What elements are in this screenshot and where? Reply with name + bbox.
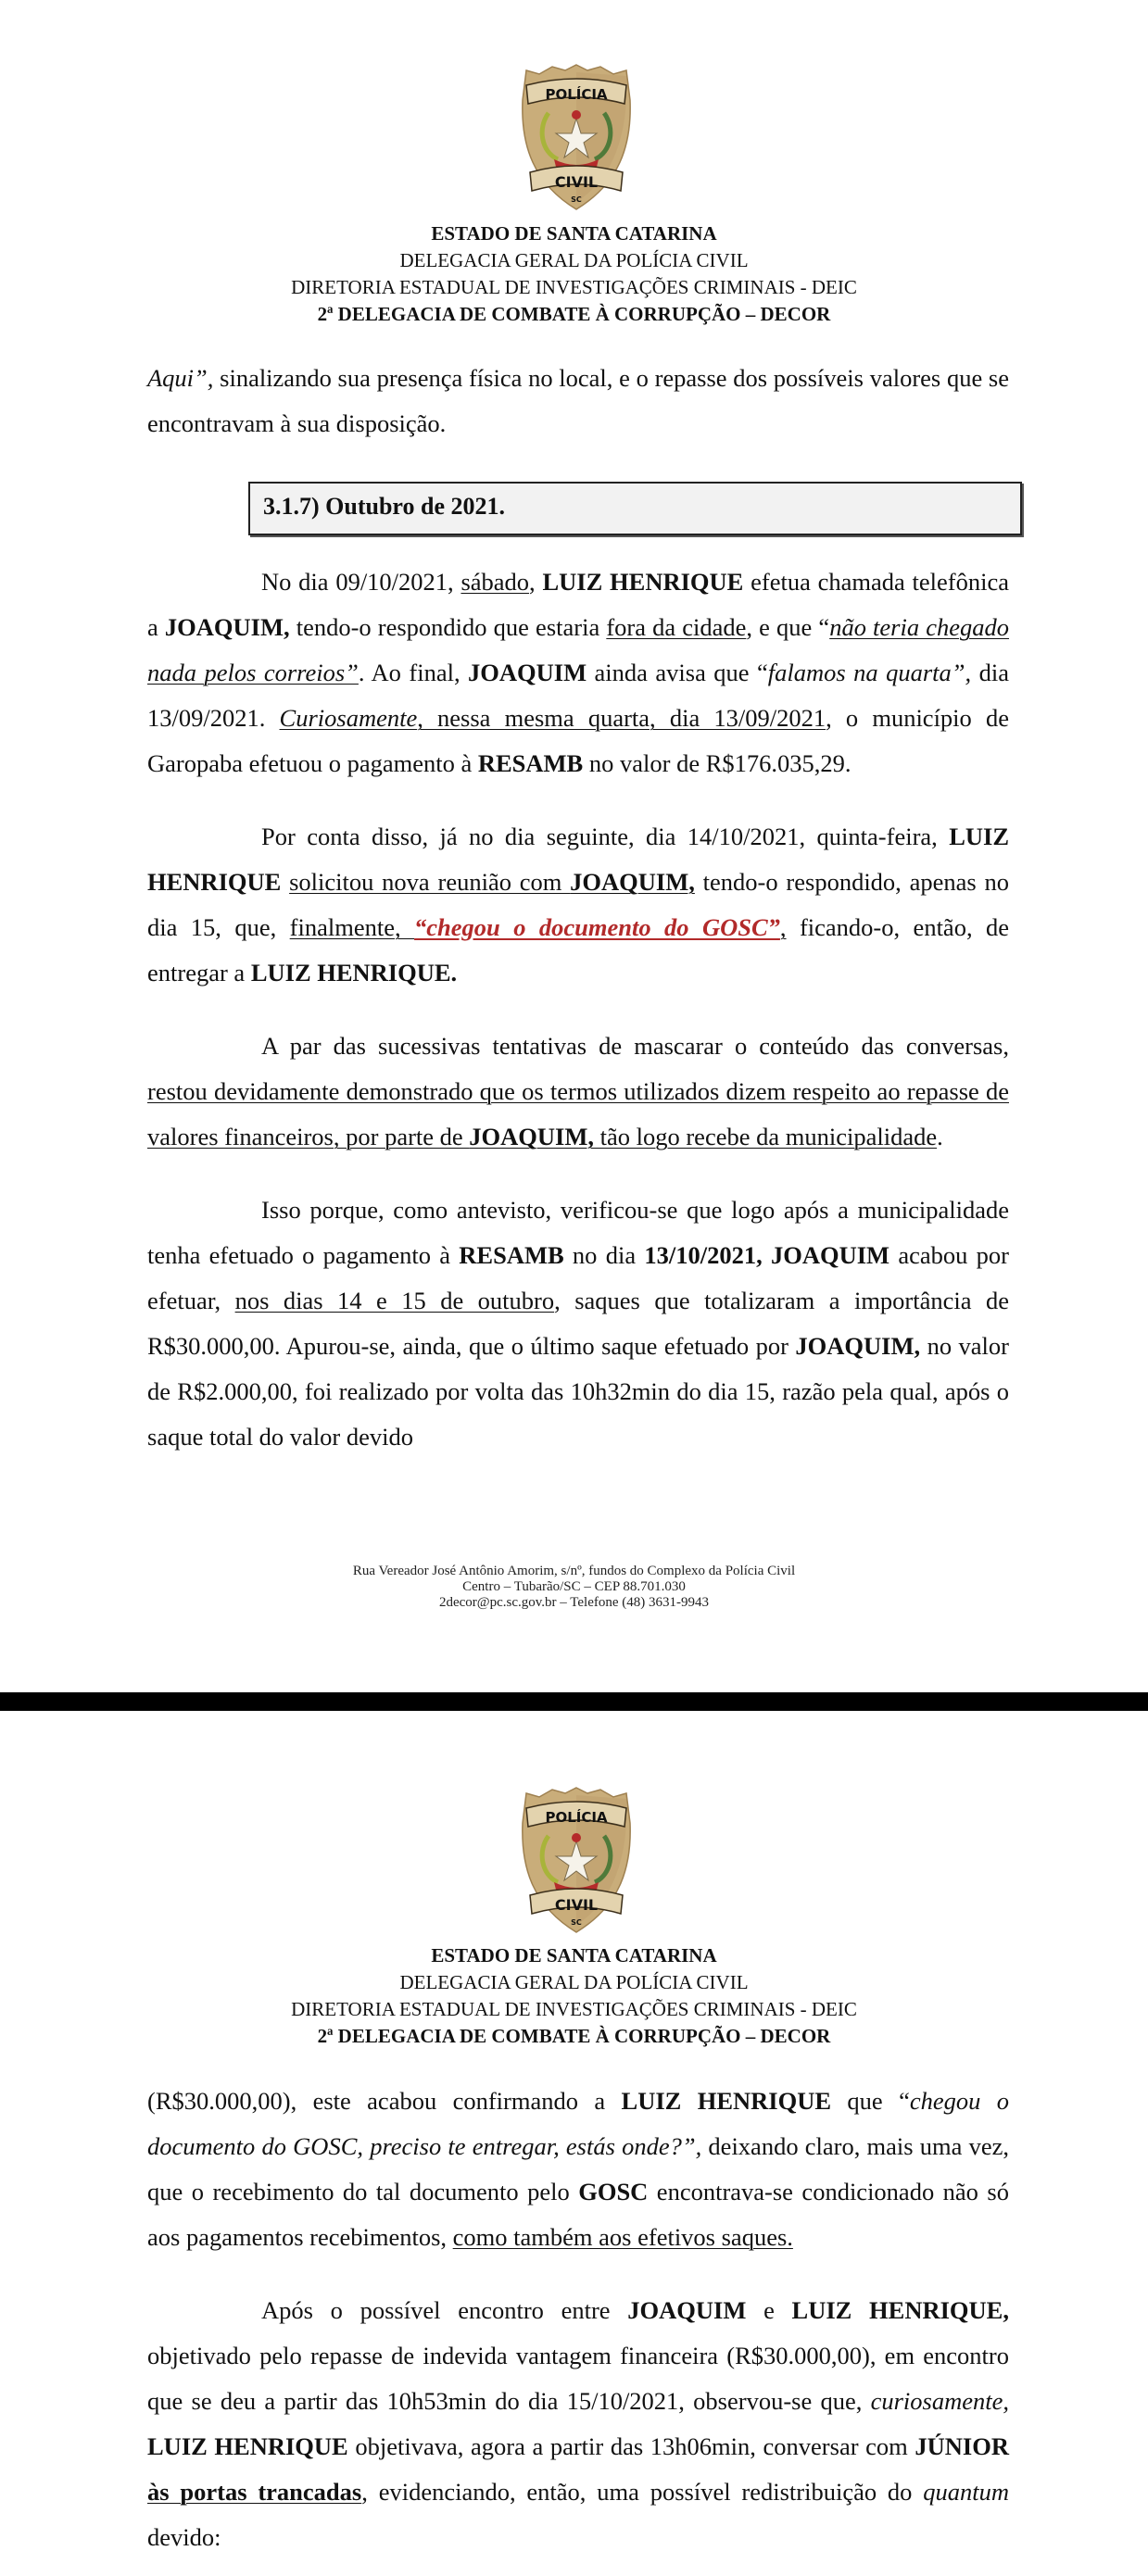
paragraph-1 <box>147 559 1009 786</box>
letterhead-directorate: DIRETORIA ESTADUAL DE INVESTIGAÇÕES CRIMINAIS - DEIC <box>291 276 857 298</box>
text-run: A par das sucessivas tentativas de mascarar o conteúdo das conversas, <box>261 1032 1009 1060</box>
footer-city: Centro – Tubarão/SC – CEP 88.701.030 <box>462 1579 686 1594</box>
text-run: tendo-o respondido, apenas no dia 15, que, <box>147 868 1009 941</box>
text-run: JOAQUIM, <box>469 1123 594 1150</box>
text-run: objetivado pelo repasse de indevida vantagem financeira (R$30.000,00), em encontro que se deu a partir das 10h53min do dia 15/10/2021, observou-se que, <box>147 2342 1009 2415</box>
letterhead-unit: 2ª DELEGACIA DE COMBATE À CORRUPÇÃO – DECOR <box>317 2025 831 2047</box>
text-run: LUIZ HENRIQUE. <box>250 959 458 986</box>
paragraph-3 <box>147 1024 1009 1160</box>
text-run: Por conta disso, já no dia seguinte, dia 14/10/2021, quinta-feira, <box>261 823 950 850</box>
svg-text:CIVIL: CIVIL <box>554 173 599 191</box>
svg-text:SC: SC <box>571 1918 582 1927</box>
section-heading: 3.1.7) Outubro de 2021. <box>263 493 505 520</box>
text-run: como também aos efetivos saques. <box>452 2223 793 2251</box>
text: sinalizando sua presença física no local, e o repasse dos possíveis valores que se encontravam à sua disposição. <box>147 364 1009 437</box>
paragraph-4 <box>147 1187 1009 1460</box>
text-run: RESAMB <box>477 749 584 777</box>
text-run: JOAQUIM, <box>795 1332 921 1360</box>
letterhead <box>0 1942 1148 2050</box>
text-run: . <box>937 1123 943 1150</box>
text-run: e <box>746 2296 792 2324</box>
text-run: 13/10/2021, JOAQUIM <box>644 1241 890 1269</box>
text-run <box>281 868 289 896</box>
text-run: , <box>529 568 543 596</box>
text-run: acabou por efetuar, <box>147 1241 1009 1314</box>
policia-civil-badge-icon <box>517 63 636 211</box>
text-run: , e que “ <box>746 613 830 641</box>
paragraph-5 <box>147 2288 1009 2560</box>
text-run: nos dias 14 e 15 de outubro <box>234 1287 555 1314</box>
intro-paragraph <box>147 356 1009 446</box>
text-run: que “ <box>831 2087 910 2115</box>
footer-contact: 2decor@pc.sc.gov.br – Telefone (48) 3631-9943 <box>438 1595 709 1610</box>
text-run: JÚNIOR <box>915 2432 1009 2460</box>
text-run: efetua chamada telefônica a <box>147 568 1010 641</box>
letterhead-directorate: DIRETORIA ESTADUAL DE INVESTIGAÇÕES CRIMINAIS - DEIC <box>291 1998 857 2020</box>
text-run: , evidenciando, então, uma possível redistribuição do <box>361 2478 924 2506</box>
text-run: Isso porque, como antevisto, verificou-se que logo após a municipalidade tenha efetuado o pagamento à <box>147 1196 1009 1269</box>
svg-text:SC: SC <box>571 195 582 204</box>
text-run: deixando claro, mais uma vez, que o recebimento do tal documento pelo <box>147 2132 1010 2205</box>
text-run: . Ao final, <box>358 659 469 686</box>
text-run: (R$30.000,00), este acabou confirmando a <box>147 2087 622 2115</box>
text-run: no dia <box>563 1241 645 1269</box>
letterhead <box>0 220 1148 328</box>
page-footer <box>0 1564 1148 1611</box>
svg-text:POLÍCIA: POLÍCIA <box>545 86 608 103</box>
text-run: JOAQUIM, <box>164 613 290 641</box>
text-run: encontrava-se condicionado não só aos pagamentos recebimentos, <box>147 2178 1009 2251</box>
text-run: no valor de R$176.035,29. <box>583 749 852 777</box>
page-separator <box>0 1692 1148 1711</box>
text-run: RESAMB <box>459 1241 564 1269</box>
text-run: não teria chegado nada pelos correios” <box>147 613 1010 686</box>
paragraph-continued <box>147 2079 1009 2260</box>
text-run: GOSC <box>578 2178 649 2205</box>
letterhead-agency: DELEGACIA GERAL DA POLÍCIA CIVIL <box>399 1971 749 1993</box>
text-run: no valor de R$2.000,00, foi realizado por volta das 10h32min do dia 15, razão pela qual, após o saque total do valor devido <box>147 1332 1009 1451</box>
svg-text:CIVIL: CIVIL <box>554 1896 599 1914</box>
text-run: curiosamente, <box>870 2387 1009 2415</box>
text-run: LUIZ HENRIQUE <box>147 2432 348 2460</box>
text-run: LUIZ HENRIQUE <box>542 568 744 596</box>
text-run: devido: <box>147 2523 221 2551</box>
paragraph-2 <box>147 814 1009 996</box>
svg-text:POLÍCIA: POLÍCIA <box>545 1809 608 1826</box>
page1-body <box>147 559 1009 1460</box>
text-run: objetivava, agora a partir das 13h06min, conversar com <box>347 2432 915 2460</box>
text-run: Curiosamente <box>279 704 418 732</box>
text-run: finalmente, <box>289 913 415 941</box>
policia-civil-badge-icon <box>517 1786 636 1934</box>
text-run: No dia 09/10/2021, <box>261 568 461 596</box>
text-run: LUIZ HENRIQUE <box>621 2087 832 2115</box>
text-run: JOAQUIM <box>627 2296 747 2324</box>
text-run: JOAQUIM <box>468 659 587 686</box>
page2-body <box>147 2079 1009 2560</box>
text-run: tão logo recebe da municipalidade <box>594 1123 938 1150</box>
highlighted-quote: “chegou o documento do GOSC” <box>414 913 780 941</box>
section-heading-box <box>248 482 1022 535</box>
quote-fragment: Aqui”, <box>147 364 214 392</box>
text-run: chegou o documento do GOSC, preciso te entregar, estás onde?”, <box>147 2087 1009 2160</box>
text-run: LUIZ HENRIQUE <box>147 823 1009 896</box>
letterhead-agency: DELEGACIA GERAL DA POLÍCIA CIVIL <box>399 249 749 271</box>
text-run: quantum <box>923 2478 1009 2506</box>
page1-intro <box>147 356 1009 446</box>
text-run: sábado <box>460 568 530 596</box>
text-run: Após o possível encontro entre <box>261 2296 628 2324</box>
letterhead-state: ESTADO DE SANTA CATARINA <box>431 222 717 245</box>
text-run: às portas trancadas <box>147 2478 362 2506</box>
text-run: , nessa mesma quarta, dia 13/09/2021 <box>417 704 826 732</box>
text-run: , o município de Garopaba efetuou o pagamento à <box>147 704 1009 777</box>
letterhead-state: ESTADO DE SANTA CATARINA <box>431 1944 717 1967</box>
text-run: , <box>779 913 787 941</box>
text-run: LUIZ HENRIQUE, <box>791 2296 1009 2324</box>
text-run: ainda avisa que “ <box>587 659 768 686</box>
text-run: tendo-o respondido que estaria <box>289 613 607 641</box>
text-run: , saques que totalizaram a importância de R$30.000,00. Apurou-se, ainda, que o último saque efetuado por <box>147 1287 1009 1360</box>
text-run: fora da cidade <box>606 613 747 641</box>
text-run: falamos na quarta”, <box>767 659 972 686</box>
text-run: restou devidamente demonstrado que os termos utilizados dizem respeito ao repasse de valores financeiros, por parte de <box>147 1077 1009 1150</box>
text-run: solicitou nova reunião com <box>289 868 571 896</box>
text-run: ficando-o, então, de entregar a <box>147 913 1010 986</box>
text-run: JOAQUIM, <box>570 868 695 896</box>
text-run: dia 13/09/2021. <box>147 659 1009 732</box>
letterhead-unit: 2ª DELEGACIA DE COMBATE À CORRUPÇÃO – DECOR <box>317 303 831 325</box>
footer-address: Rua Vereador José Antônio Amorim, s/nº, fundos do Complexo da Polícia Civil <box>352 1564 796 1578</box>
